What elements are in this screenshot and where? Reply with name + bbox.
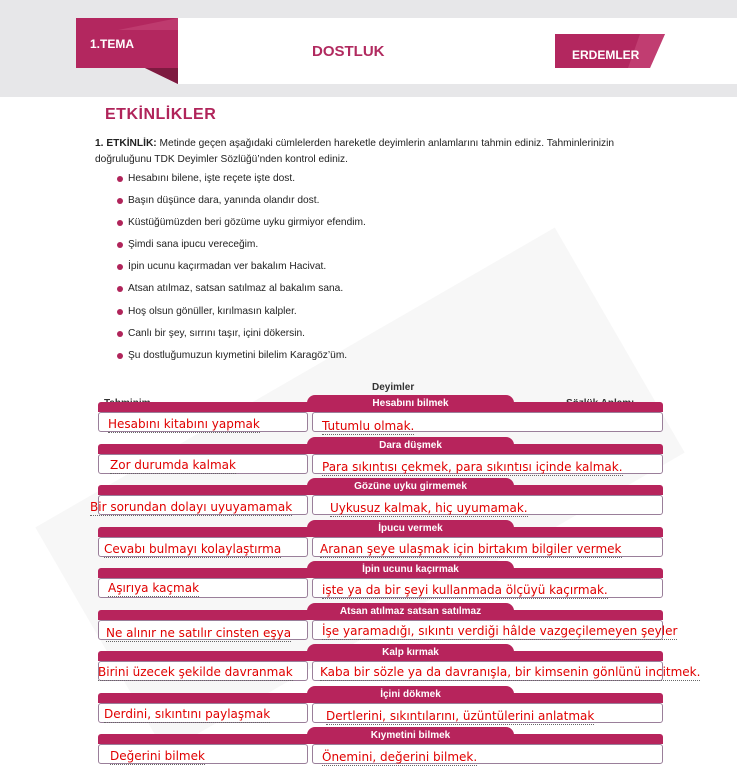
idiom-label: İpucu vermek bbox=[307, 520, 514, 537]
page-header bbox=[0, 0, 737, 97]
guess-text: Cevabı bulmayı kolaylaştırma bbox=[104, 542, 282, 556]
erdemler-label: ERDEMLER bbox=[572, 48, 640, 62]
meaning-text: İşe yaramadığı, sıkıntı verdiği hâlde vazgeçilemeyen şeyler bbox=[322, 624, 678, 638]
list-item: Başın düşünce dara, yanında olandır dost. bbox=[117, 194, 366, 216]
meaning-text: Dertlerini, sıkıntılarını, üzüntülerini anlatmak bbox=[326, 709, 595, 723]
meaning-text: Uykusuz kalmak, hiç uyumamak. bbox=[330, 501, 528, 515]
list-item: Hoş olsun gönüller, kırılmasın kalpler. bbox=[117, 305, 366, 327]
idiom-label: Kalp kırmak bbox=[307, 644, 514, 661]
list-item: Canlı bir şey, sırrını taşır, içini dökersin. bbox=[117, 327, 366, 349]
meaning-text: Para sıkıntısı çekmek, para sıkıntısı içinde kalmak. bbox=[322, 460, 623, 474]
meaning-text: Tutumlu olmak. bbox=[322, 419, 415, 433]
idiom-label: Dara düşmek bbox=[307, 437, 514, 454]
guess-text: Ne alınır ne satılır cinsten eşya bbox=[106, 626, 292, 640]
list-item: Şimdi sana ipucu vereceğim. bbox=[117, 238, 366, 260]
activity-text: Metinde geçen aşağıdaki cümlelerden hareketle deyimlerin anlamlarını tahmin ediniz. Tahminlerinizin doğruluğunu TDK Deyimler Sözlüğü’nden kontrol ediniz. bbox=[95, 138, 615, 165]
list-item: Küstüğümüzden beri gözüme uyku girmiyor efendim. bbox=[117, 216, 366, 238]
idiom-label: İpin ucunu kaçırmak bbox=[307, 561, 514, 578]
list-item: Hesabını bilene, işte reçete işte dost. bbox=[117, 172, 366, 194]
meaning-text: Kaba bir sözle ya da davranışla, bir kimsenin gönlünü incitmek. bbox=[320, 665, 701, 679]
activity-label: 1. ETKİNLİK: bbox=[95, 138, 157, 149]
list-item: Şu dostluğumuzun kıymetini bilelim Karagöz’üm. bbox=[117, 349, 366, 371]
list-item: İpin ucunu kaçırmadan ver bakalım Hacivat. bbox=[117, 260, 366, 282]
list-item: Atsan atılmaz, satsan satılmaz al bakalım sana. bbox=[117, 282, 366, 304]
idiom-label: Kıymetini bilmek bbox=[307, 727, 514, 744]
meaning-text: işte ya da bir şeyi kullanmada ölçüyü kaçırmak. bbox=[322, 583, 608, 597]
idiom-label: İçini dökmek bbox=[307, 686, 514, 703]
activity-instructions bbox=[95, 136, 665, 168]
guess-text: Aşırıya kaçmak bbox=[108, 581, 200, 595]
guess-text: Birini üzecek şekilde davranmak bbox=[98, 665, 293, 679]
idiom-label: Hesabını bilmek bbox=[307, 395, 514, 412]
guess-text: Değerini bilmek bbox=[110, 749, 205, 763]
page-title: DOSTLUK bbox=[312, 43, 385, 60]
tema-label: 1.TEMA bbox=[90, 37, 135, 51]
guess-text: Bir sorundan dolayı uyuyamamak bbox=[90, 500, 293, 514]
column-header-deyimler: Deyimler bbox=[372, 382, 415, 393]
guess-text: Zor durumda kalmak bbox=[110, 458, 236, 472]
idiom-label: Atsan atılmaz satsan satılmaz bbox=[307, 603, 514, 620]
idiom-label: Gözüne uyku girmemek bbox=[307, 478, 514, 495]
section-heading: ETKİNLİKLER bbox=[105, 106, 217, 123]
sentence-list bbox=[117, 172, 366, 371]
guess-text: Hesabını kitabını yapmak bbox=[108, 417, 260, 431]
meaning-text: Önemini, değerini bilmek. bbox=[322, 750, 478, 764]
guess-text: Derdini, sıkıntını paylaşmak bbox=[104, 707, 271, 721]
meaning-text: Aranan şeye ulaşmak için birtakım bilgiler vermek bbox=[320, 542, 622, 556]
